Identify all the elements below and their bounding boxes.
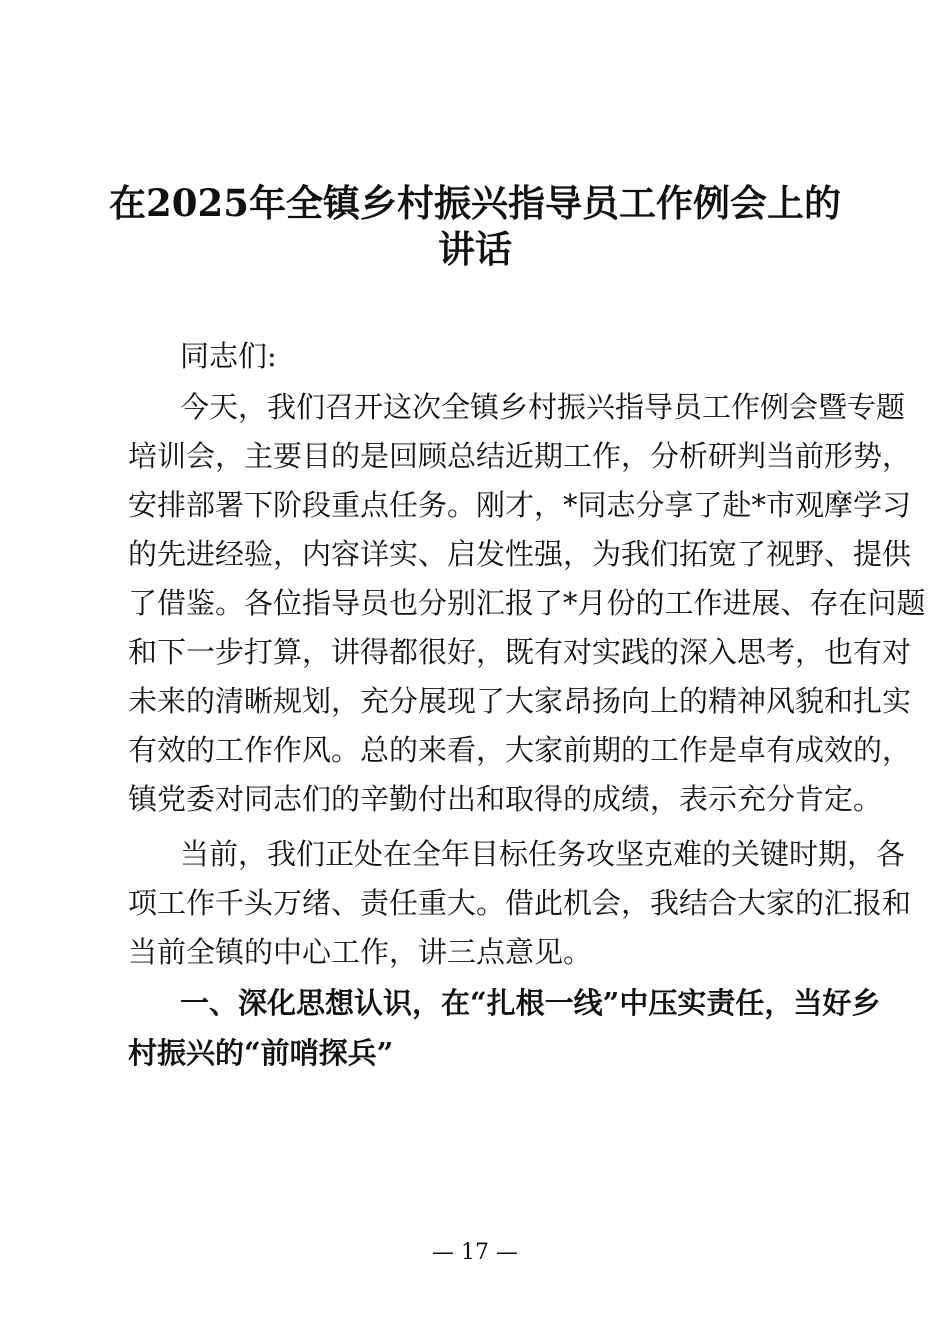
page-number: — 17 —: [432, 1240, 518, 1265]
text-line: 当前，我们正处在全年目标任务攻坚克难的关键时期，各: [180, 837, 906, 871]
text-line: 镇党委对同志们的辛勤付出和取得的成绩，表示充分肯定。: [128, 782, 883, 816]
heading-line: 一、深化思想认识，在“扎根一线”中压实责任，当好乡: [180, 986, 881, 1020]
title-line: 讲话: [438, 227, 512, 271]
text-line: 安排部署下阶段重点任务。刚才，*同志分享了赴*市观摩学习: [128, 488, 912, 522]
text-line: 项工作千头万绪、责任重大。借此机会，我结合大家的汇报和: [128, 886, 912, 920]
text-line: 未来的清晰规划，充分展现了大家昂扬向上的精神风貌和扎实: [128, 684, 912, 718]
text-line: 的先进经验，内容详实、启发性强，为我们拓宽了视野、提供: [128, 537, 912, 571]
text-line: 培训会，主要目的是回顾总结近期工作，分析研判当前形势，: [128, 439, 912, 473]
text-line: 当前全镇的中心工作，讲三点意见。: [128, 935, 593, 969]
title-line: 在2025年全镇乡村振兴指导员工作例会上的: [109, 181, 841, 225]
text-line: 有效的工作作风。总的来看，大家前期的工作是卓有成效的，: [128, 733, 912, 767]
text-line: 今天，我们召开这次全镇乡村振兴指导员工作例会暨专题: [180, 390, 906, 424]
text-line: 和下一步打算，讲得都很好，既有对实践的深入思考，也有对: [128, 635, 912, 669]
salutation: 同志们:: [180, 339, 277, 373]
text-line: 了借鉴。各位指导员也分别汇报了*月份的工作进展、存在问题: [128, 586, 926, 620]
heading-line: 村振兴的“前哨探兵”: [128, 1036, 394, 1070]
